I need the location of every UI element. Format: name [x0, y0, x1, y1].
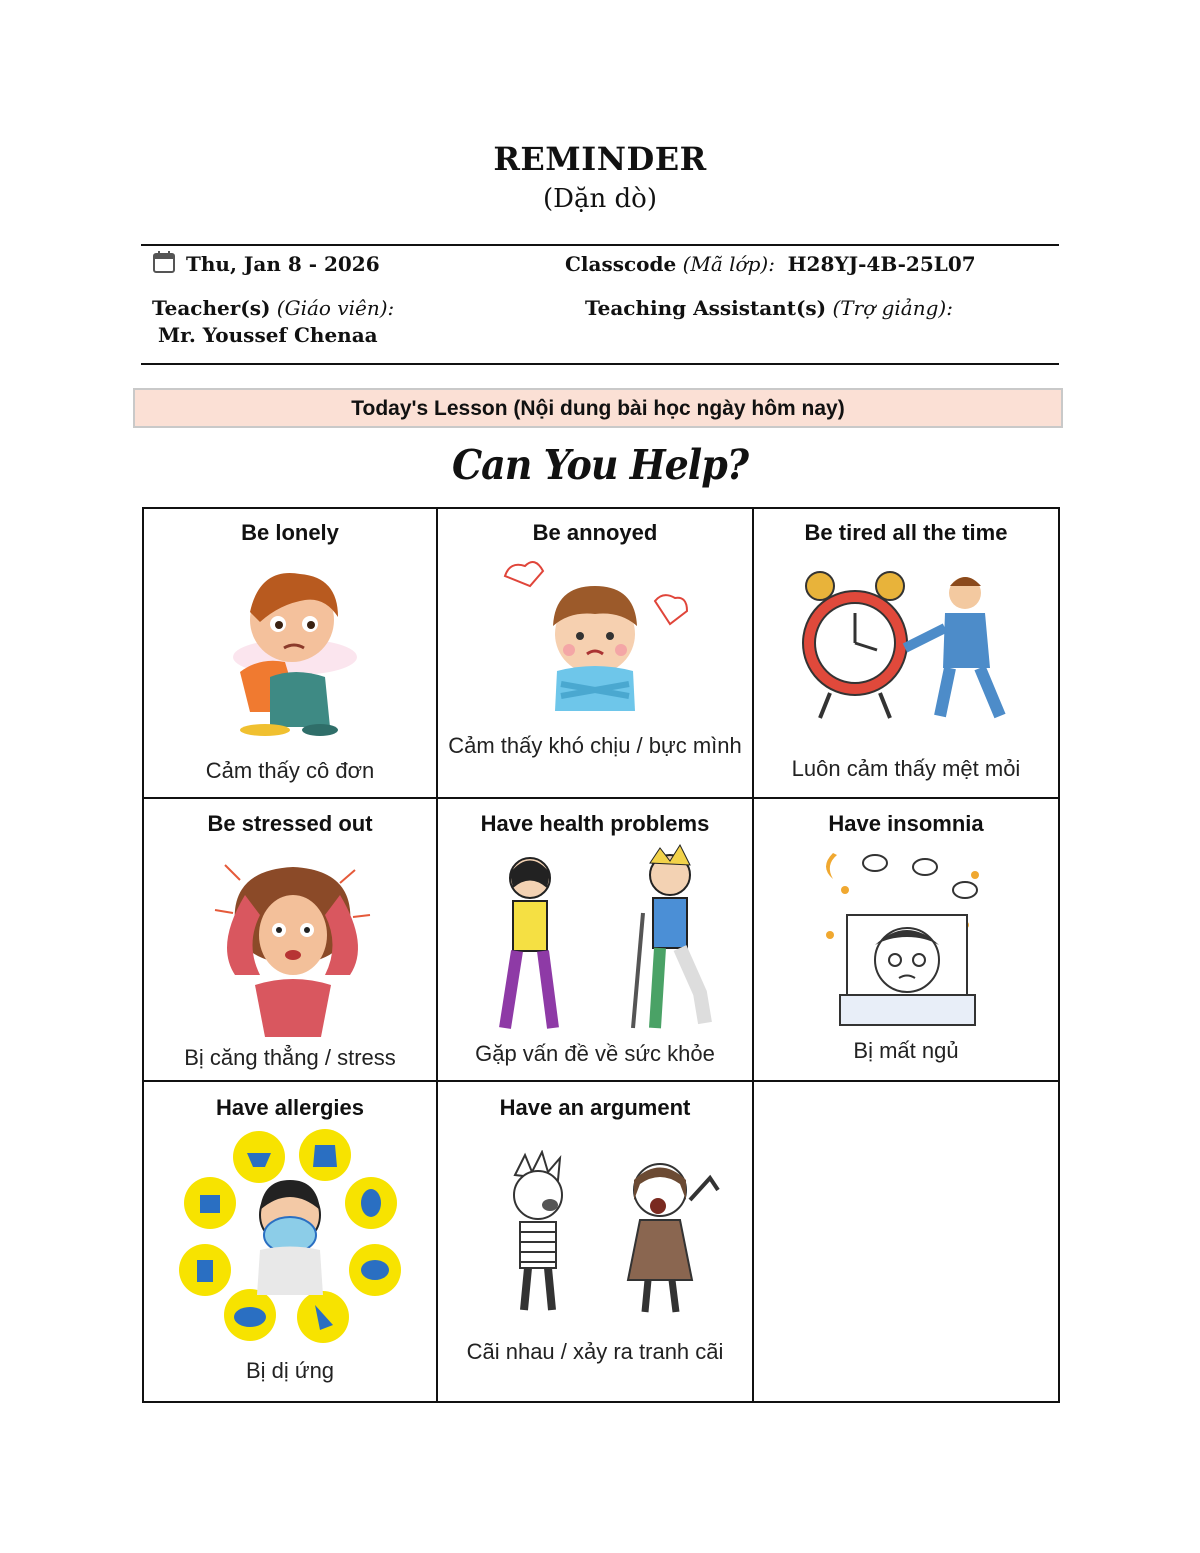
card-title-annoyed: Be annoyed [532, 520, 658, 545]
grid-line [142, 797, 1060, 799]
card-title-insomnia: Have insomnia [828, 811, 984, 836]
sleepless-boy-icon [815, 845, 995, 1030]
classcode: Classcode (Mã lớp): H28YJ-4B-25L07 [565, 252, 976, 276]
annoyed-child-icon [495, 556, 695, 716]
allergy-man-icon [175, 1125, 405, 1350]
card-caption-annoyed: Cảm thấy khó chịu / bực mình [448, 733, 742, 758]
stressed-woman-icon [205, 855, 380, 1040]
card-caption-tired: Luôn cảm thấy mệt mỏi [791, 756, 1021, 781]
card-caption-argument: Cãi nhau / xảy ra tranh cãi [466, 1339, 724, 1364]
card-title-argument: Have an argument [499, 1095, 691, 1120]
grid-line [436, 507, 438, 1403]
card-caption-allergies: Bị dị ứng [245, 1358, 335, 1383]
teacher-name: Mr. Youssef Chenaa [158, 323, 378, 347]
page-title: REMINDER [493, 140, 707, 178]
card-title-lonely: Be lonely [241, 520, 339, 545]
divider-bottom [141, 363, 1059, 365]
card-title-tired: Be tired all the time [804, 520, 1008, 545]
ta-label: Teaching Assistant(s) (Trợ giảng): [585, 296, 953, 320]
page-subtitle: (Dặn dò) [543, 184, 657, 214]
card-title-allergies: Have allergies [216, 1095, 364, 1120]
sick-kids-icon [465, 843, 735, 1033]
lonely-child-icon [220, 562, 360, 742]
card-caption-health: Gặp vấn đề về sức khỏe [475, 1041, 715, 1066]
lesson-bar: Today's Lesson (Nội dung bài học ngày hôm nay) [133, 388, 1063, 428]
grid-line [752, 507, 754, 1403]
teacher-label: Teacher(s) (Giáo viên): [152, 296, 395, 320]
card-title-health: Have health problems [480, 811, 710, 836]
card-caption-insomnia: Bị mất ngủ [853, 1038, 959, 1063]
grid-line [142, 1080, 1060, 1082]
arguing-kids-icon [500, 1150, 725, 1320]
lesson-date: Thu, Jan 8 - 2026 [186, 252, 380, 276]
card-caption-lonely: Cảm thấy cô đơn [205, 758, 375, 783]
divider-top [141, 244, 1059, 246]
card-title-stressed: Be stressed out [207, 811, 373, 836]
card-caption-stressed: Bị căng thẳng / stress [184, 1045, 396, 1070]
calendar-icon [152, 250, 176, 274]
alarm-clock-icon [795, 568, 1035, 723]
lesson-heading: Can You Help? [451, 440, 749, 489]
